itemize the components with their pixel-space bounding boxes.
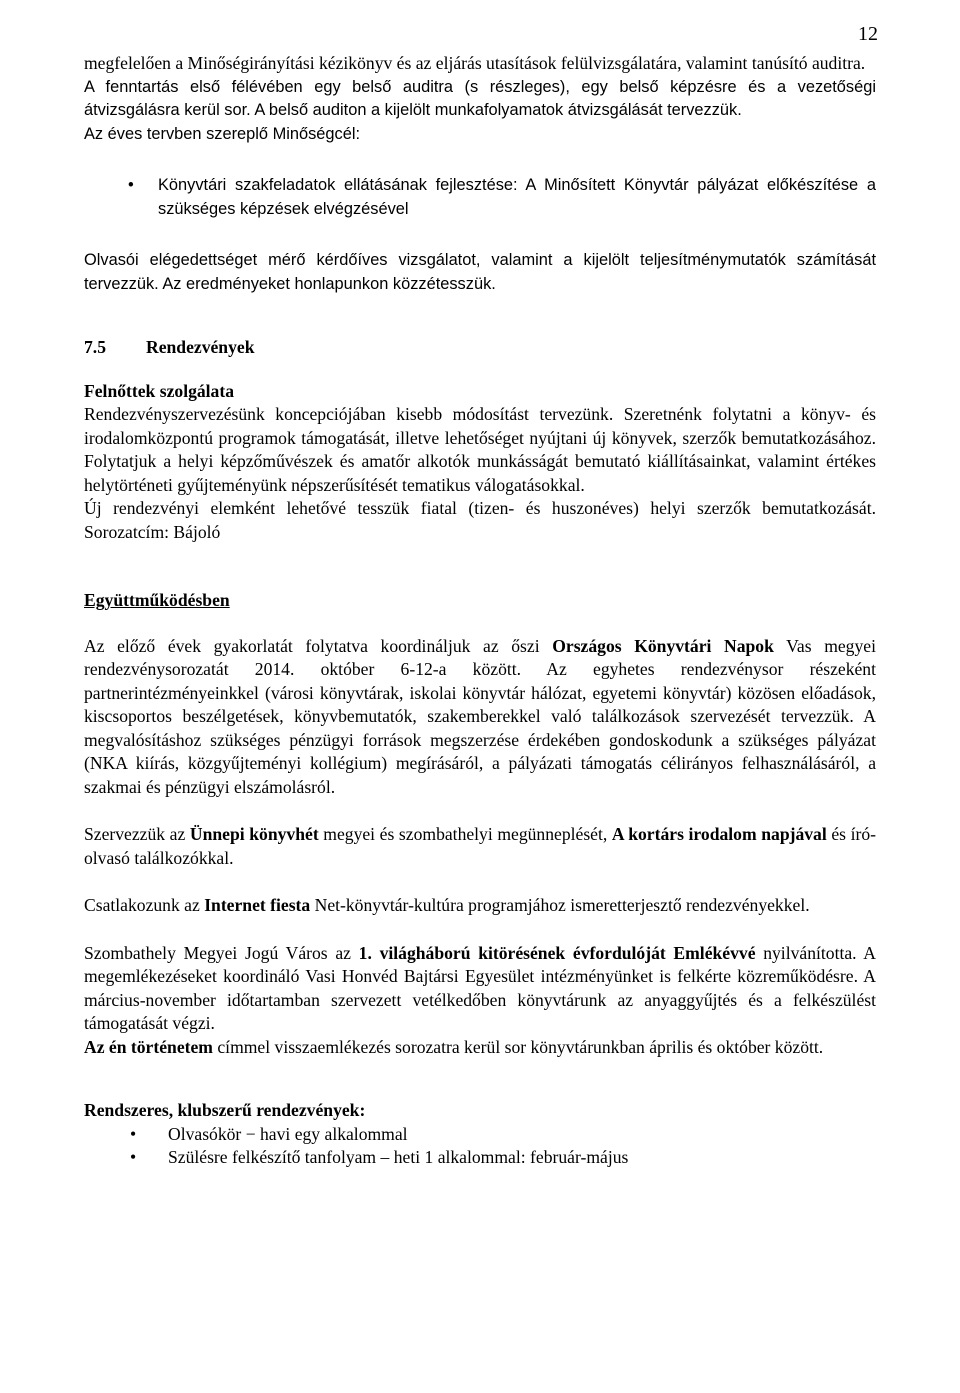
section-heading: [84, 336, 876, 360]
page-number: 12: [858, 23, 878, 45]
bold-text: Ünnepi könyvhét: [189, 824, 319, 844]
section-number: 7.5: [84, 337, 106, 357]
bold-text: Országos Könyvtári Napok: [552, 635, 774, 656]
list-item: [84, 174, 876, 221]
paragraph-cooperation-2: Szervezzük az Ünnepi könyvhét megyei és szombathelyi megünneplését, A kortárs irodalom napjával és író-olvasó találkozókkal.: [84, 824, 877, 868]
paragraph-survey: Olvasói elégedettséget mérő kérdőíves vizsgálatot, valamint a kijelölt teljesítménymutatók számítását tervezzük. Az eredményeket honlapunkon közzétesszük.: [84, 251, 876, 293]
subheading-cooperation: Együttműködésben: [84, 590, 230, 610]
list-item-text: Könyvtári szakfeladatok ellátásának fejlesztése: A Minősített Könyvtár pályázat előkészítése a szükséges képzések elvégzésével: [158, 176, 876, 218]
quality-goal-list: [84, 174, 876, 221]
bullet-icon: •: [130, 1123, 137, 1144]
paragraph-quality-goal-label: Az éves tervben szereplő Minőségcél:: [84, 124, 361, 143]
bullet-icon: •: [130, 1147, 137, 1167]
list-item: [84, 1146, 876, 1170]
list-item: [84, 1123, 876, 1147]
document-body: [84, 52, 876, 1170]
paragraph-adults-2: Új rendezvényi elemként lehetővé tesszük fiatal (tizen- és huszonéves) helyi szerzők bemutatkozását. Sorozatcím: Bájoló: [84, 498, 876, 542]
bullet-icon: •: [128, 176, 134, 194]
paragraph-cooperation-5: Az én történetem címmel visszaemlékezés sorozatra kerül sor könyvtárunkban április és október között.: [84, 1036, 824, 1057]
bold-text: Az én történetem: [84, 1036, 213, 1057]
list-item-text: Olvasókör − havi egy alkalommal: [168, 1123, 408, 1144]
paragraph-cooperation-1: Az előző évek gyakorlatát folytatva koordináljuk az őszi Országos Könyvtári Napok Vas megyei rendezvénysorozatát 2014. október 6-12-a között. Az egyhetes rendezvénysor részeként partnerintézményeinkkel (városi könyvtárak, iskolai könyvtár hálózat, egyetemi könyvtár) közösen előadások, kiscsoportos beszélgetések, könyvbemutatók, szakemberekkel való találkozások szervezését tervezzük. A megvalósításhoz szükséges pénzügyi források megszerzése érdekében gondoskodunk a szükséges pályázat (NKA kiírás, közgyűjteményi kollégium) megírásáról, a pályázati támogatás célirányos felhasználásáról, a szakmai és pénzügyi elszámolásról.: [84, 635, 876, 797]
subheading-adults: Felnőttek szolgálata: [84, 380, 235, 401]
paragraph-cooperation-3: Csatlakozunk az Internet fiesta Net-könyvtár-kultúra programjához ismeretterjesztő rendezvényekkel.: [84, 895, 810, 915]
subheading-regular: Rendszeres, klubszerű rendezvények:: [84, 1100, 366, 1120]
paragraph-intro: megfelelően a Minőségirányítási kézikönyv és az eljárás utasítások felülvizsgálatára, valamint tanúsító auditra.: [84, 53, 866, 73]
bold-text: A kortárs irodalom napjával: [611, 824, 827, 844]
regular-events-list: [84, 1123, 876, 1170]
paragraph-adults-1: Rendezvényszervezésünk koncepciójában kisebb módosítást tervezünk. Szeretnénk folytatni a könyv- és irodalomközpontú programok támogatását, illetve lehetőséget nyújtani új könyvek, szerzők bemutatkozásához. Folytatjuk a helyi képzőművészek és amatőr alkotók munkásságát bemutató kiállításainkat, valamint értékes helytörténeti gyűjteményünk népszerűsítését tematikus válogatásokkal.: [84, 404, 876, 495]
bold-text: 1. világháború kitörésének évfordulóját Emlékévvé: [358, 942, 756, 963]
paragraph-cooperation-4: Szombathely Megyei Jogú Város az 1. világháború kitörésének évfordulóját Emlékévvé nyilvánította. A megemlékezéseket koordináló Vasi Honvéd Bajtársi Egyesület intézményünket is felkérte közreműködésre. A március-november időtartamban szervezett vetélkedőben könyvtárunk az anyaggyűjtés és a felkészülést támogatását végzi.: [84, 942, 876, 1033]
paragraph-audit: A fenntartás első félévében egy belső auditra (s részleges), egy belső képzésre és a vezetőségi átvizsgálásra kerül sor. A belső auditon a kijelölt munkafolyamatok átvizsgálását tervezzük.: [84, 77, 876, 119]
bold-text: Internet fiesta: [204, 895, 311, 915]
section-title: Rendezvények: [146, 337, 255, 357]
list-item-text: Szülésre felkészítő tanfolyam – heti 1 alkalommal: február-május: [168, 1147, 629, 1167]
